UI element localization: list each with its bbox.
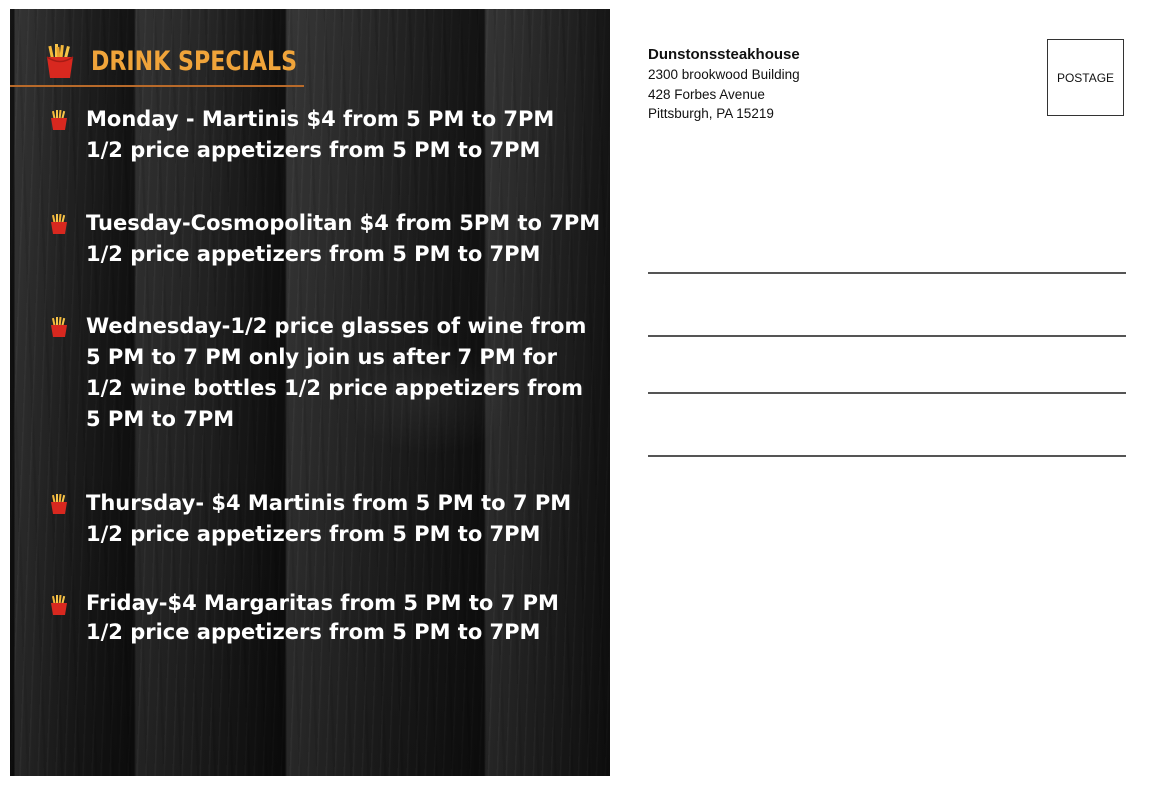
special-line: 1/2 price appetizers from 5 PM to 7PM [86, 242, 541, 266]
special-thursday [50, 488, 571, 550]
special-line: 1/2 price appetizers from 5 PM to 7PM [86, 138, 541, 162]
address-line-1: 2300 brookwood Building [648, 67, 800, 82]
french-fries-icon [45, 44, 75, 78]
title-text: DRINK SPECIALS [91, 45, 298, 77]
special-lines [86, 488, 571, 550]
special-tuesday [50, 208, 600, 270]
return-address [648, 45, 800, 124]
recipient-address-line [648, 392, 1126, 394]
special-line: 5 PM to 7PM [86, 407, 235, 431]
special-monday [50, 104, 554, 166]
special-line: 1/2 price appetizers from 5 PM to 7PM [86, 620, 541, 644]
special-lines [86, 104, 554, 166]
address-line-3: Pittsburgh, PA 15219 [648, 106, 774, 121]
special-lines [86, 311, 586, 435]
special-lines [86, 208, 600, 270]
special-line: Wednesday-1/2 price glasses of wine from [86, 314, 587, 338]
special-lines [86, 589, 559, 647]
special-line: 5 PM to 7 PM only join us after 7 PM for [86, 345, 557, 369]
special-friday [50, 589, 559, 647]
special-line: 1/2 price appetizers from 5 PM to 7PM [86, 522, 541, 546]
french-fries-bullet-icon [50, 214, 68, 234]
address-line-2: 428 Forbes Avenue [648, 86, 765, 102]
postage-box [1047, 39, 1124, 116]
french-fries-bullet-icon [50, 317, 68, 337]
french-fries-bullet-icon [50, 110, 68, 130]
postage-label: POSTAGE [1056, 70, 1115, 85]
recipient-address-line [648, 455, 1126, 457]
special-line: 1/2 wine bottles 1/2 price appetizers from [86, 376, 584, 400]
special-line: Friday-$4 Margaritas from 5 PM to 7 PM [86, 591, 559, 615]
french-fries-bullet-icon [50, 595, 68, 615]
title-underline [10, 85, 304, 87]
business-name: Dunstonssteakhouse [648, 46, 800, 63]
recipient-address-line [648, 272, 1126, 274]
special-line: Tuesday-Cosmopolitan $4 from 5PM to 7PM [86, 211, 601, 235]
special-wednesday [50, 311, 586, 435]
title-row [45, 43, 342, 79]
recipient-address-line [648, 335, 1126, 337]
drink-specials-panel [10, 9, 610, 776]
special-line: Thursday- $4 Martinis from 5 PM to 7 PM [86, 491, 572, 515]
special-line: Monday - Martinis $4 from 5 PM to 7PM [86, 107, 555, 131]
french-fries-bullet-icon [50, 494, 68, 514]
